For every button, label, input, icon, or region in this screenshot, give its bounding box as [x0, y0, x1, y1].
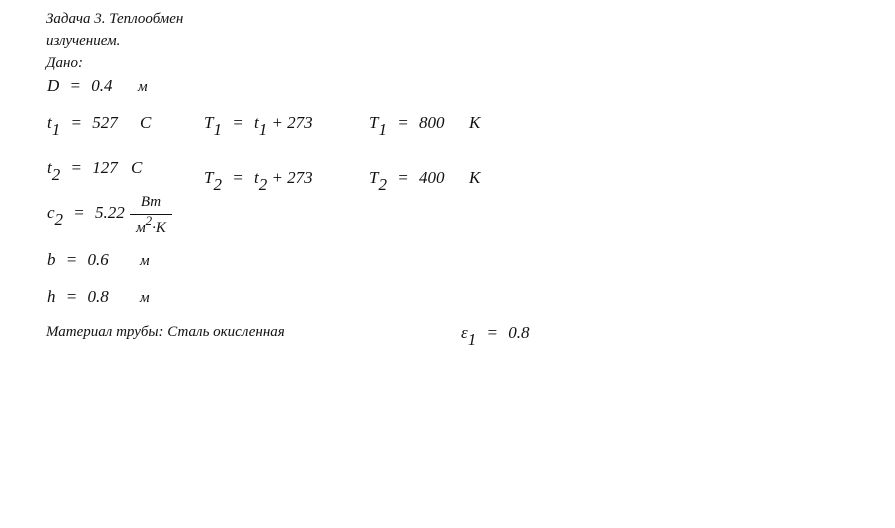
D-value: 0.4: [91, 76, 113, 95]
T1-rhs-var: t: [253, 113, 259, 132]
given-label: Дано:: [46, 55, 83, 71]
task-title-line1: Задача 3. Теплообмен: [46, 11, 184, 27]
D-unit: м: [138, 79, 148, 95]
c2-unit-numerator: Вт: [140, 194, 162, 210]
c2-unit-den-m: м: [136, 220, 146, 236]
h-symbol: h: [47, 287, 56, 306]
T1-result: [369, 113, 445, 139]
t2-subscript: 2: [51, 165, 61, 184]
h-unit: м: [140, 290, 150, 306]
c2-unit-den-rest: ·K: [152, 220, 166, 236]
equals-sign: =: [232, 168, 244, 187]
equals-sign: =: [69, 76, 82, 95]
T1-rhs-subscript: 1: [258, 120, 268, 139]
T2-result-subscript: 2: [378, 175, 387, 194]
c2-subscript: 2: [54, 210, 64, 229]
T2-rhs-add: + 273: [271, 168, 313, 187]
equals-sign: =: [65, 287, 78, 306]
D-symbol: D: [47, 76, 60, 95]
T2-result-unit: K: [469, 168, 481, 187]
t1-subscript: 1: [51, 120, 61, 139]
epsilon1: [461, 323, 530, 349]
given-b: [47, 250, 109, 270]
equals-sign: =: [65, 250, 78, 269]
equals-sign: =: [397, 168, 409, 187]
T2-rhs-var: t: [253, 168, 259, 187]
c2-unit-denominator: [136, 213, 166, 237]
T1-rhs-add: + 273: [271, 113, 313, 132]
equals-sign: =: [232, 113, 244, 132]
c2-symbol: c: [47, 203, 55, 222]
t2-value: 127: [92, 158, 118, 177]
T2-lhs: T: [204, 168, 214, 187]
material-label: Материал трубы: Сталь окисленная: [46, 324, 285, 340]
T1-result-value: 800: [418, 113, 445, 132]
T1-lhs: T: [204, 113, 214, 132]
b-value: 0.6: [87, 250, 109, 269]
T2-lhs-subscript: 2: [213, 175, 222, 194]
t1-unit: C: [140, 113, 152, 132]
h-value: 0.8: [87, 287, 109, 306]
epsilon-subscript: 1: [467, 330, 477, 349]
epsilon-symbol: ε: [461, 323, 468, 342]
task-title-line2: излучением.: [46, 33, 121, 49]
T1-result-subscript: 1: [378, 120, 387, 139]
equals-sign: =: [397, 113, 409, 132]
T2-result: [369, 168, 445, 194]
T1-result-unit: K: [469, 113, 481, 132]
b-symbol: b: [47, 250, 56, 269]
c2-unit-den-exponent: 2: [145, 213, 153, 228]
t1-symbol: t: [47, 113, 52, 132]
given-t1: [47, 113, 118, 139]
equals-sign: =: [70, 158, 82, 177]
T1-result-symbol: T: [369, 113, 379, 132]
equals-sign: =: [73, 203, 85, 222]
T2-result-symbol: T: [369, 168, 379, 187]
T2-result-value: 400: [418, 168, 445, 187]
c2-unit-fraction: [130, 193, 172, 237]
T1-formula: [204, 113, 313, 139]
t1-value: 527: [92, 113, 118, 132]
epsilon-value: 0.8: [508, 323, 530, 342]
given-D: [47, 76, 113, 96]
T2-rhs-subscript: 2: [258, 175, 268, 194]
equals-sign: =: [486, 323, 498, 342]
given-t2: [47, 158, 118, 184]
t2-unit: C: [131, 158, 143, 177]
t2-symbol: t: [47, 158, 52, 177]
T1-lhs-subscript: 1: [213, 120, 222, 139]
given-h: [47, 287, 109, 307]
b-unit: м: [140, 253, 150, 269]
T2-formula: [204, 168, 313, 194]
given-c2: [47, 203, 125, 229]
c2-value: 5.22: [95, 203, 125, 222]
equals-sign: =: [70, 113, 82, 132]
